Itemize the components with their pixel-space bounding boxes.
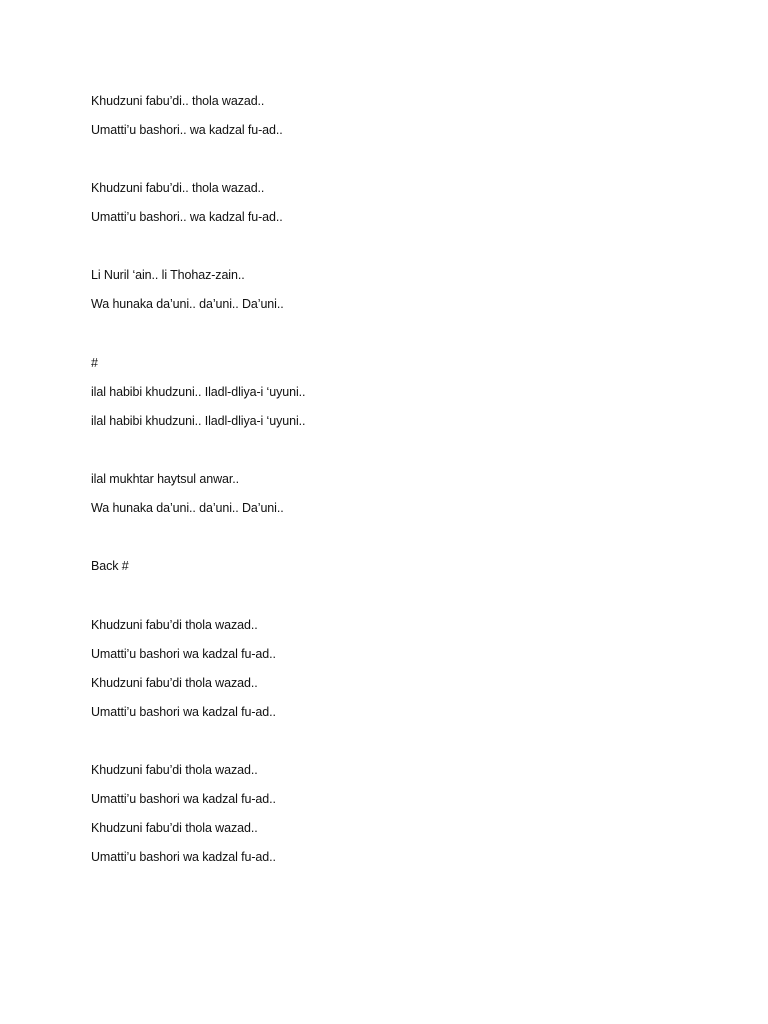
lyric-line: Khudzuni fabu’di thola wazad..	[91, 821, 258, 835]
lyric-line: Khudzuni fabu’di thola wazad..	[91, 618, 258, 632]
lyric-line: Umatti’u bashori wa kadzal fu-ad..	[91, 705, 276, 719]
lyric-line: Umatti’u bashori.. wa kadzal fu-ad..	[91, 123, 283, 137]
lyric-line: Khudzuni fabu’di thola wazad..	[91, 763, 258, 777]
lyric-line: Khudzuni fabu’di.. thola wazad..	[91, 181, 265, 195]
section-marker: #	[91, 356, 98, 370]
lyric-line: ilal mukhtar haytsul anwar..	[91, 472, 239, 486]
lyric-line: Umatti’u bashori.. wa kadzal fu-ad..	[91, 210, 283, 224]
lyric-line: Li Nuril ‘ain.. li Thohaz-zain..	[91, 268, 245, 282]
lyric-line: Wa hunaka da’uni.. da’uni.. Da’uni..	[91, 501, 284, 515]
lyric-line: Wa hunaka da’uni.. da’uni.. Da’uni..	[91, 297, 284, 311]
lyric-line: Khudzuni fabu’di.. thola wazad..	[91, 94, 265, 108]
lyric-line: Umatti’u bashori wa kadzal fu-ad..	[91, 850, 276, 864]
lyric-line: ilal habibi khudzuni.. Iladl-dliya-i ‘uyuni..	[91, 414, 306, 428]
lyric-line: Umatti’u bashori wa kadzal fu-ad..	[91, 792, 276, 806]
section-marker: Back #	[91, 559, 129, 573]
lyric-line: Khudzuni fabu’di thola wazad..	[91, 676, 258, 690]
lyric-line: Umatti’u bashori wa kadzal fu-ad..	[91, 647, 276, 661]
lyric-line: ilal habibi khudzuni.. Iladl-dliya-i ‘uyuni..	[91, 385, 306, 399]
